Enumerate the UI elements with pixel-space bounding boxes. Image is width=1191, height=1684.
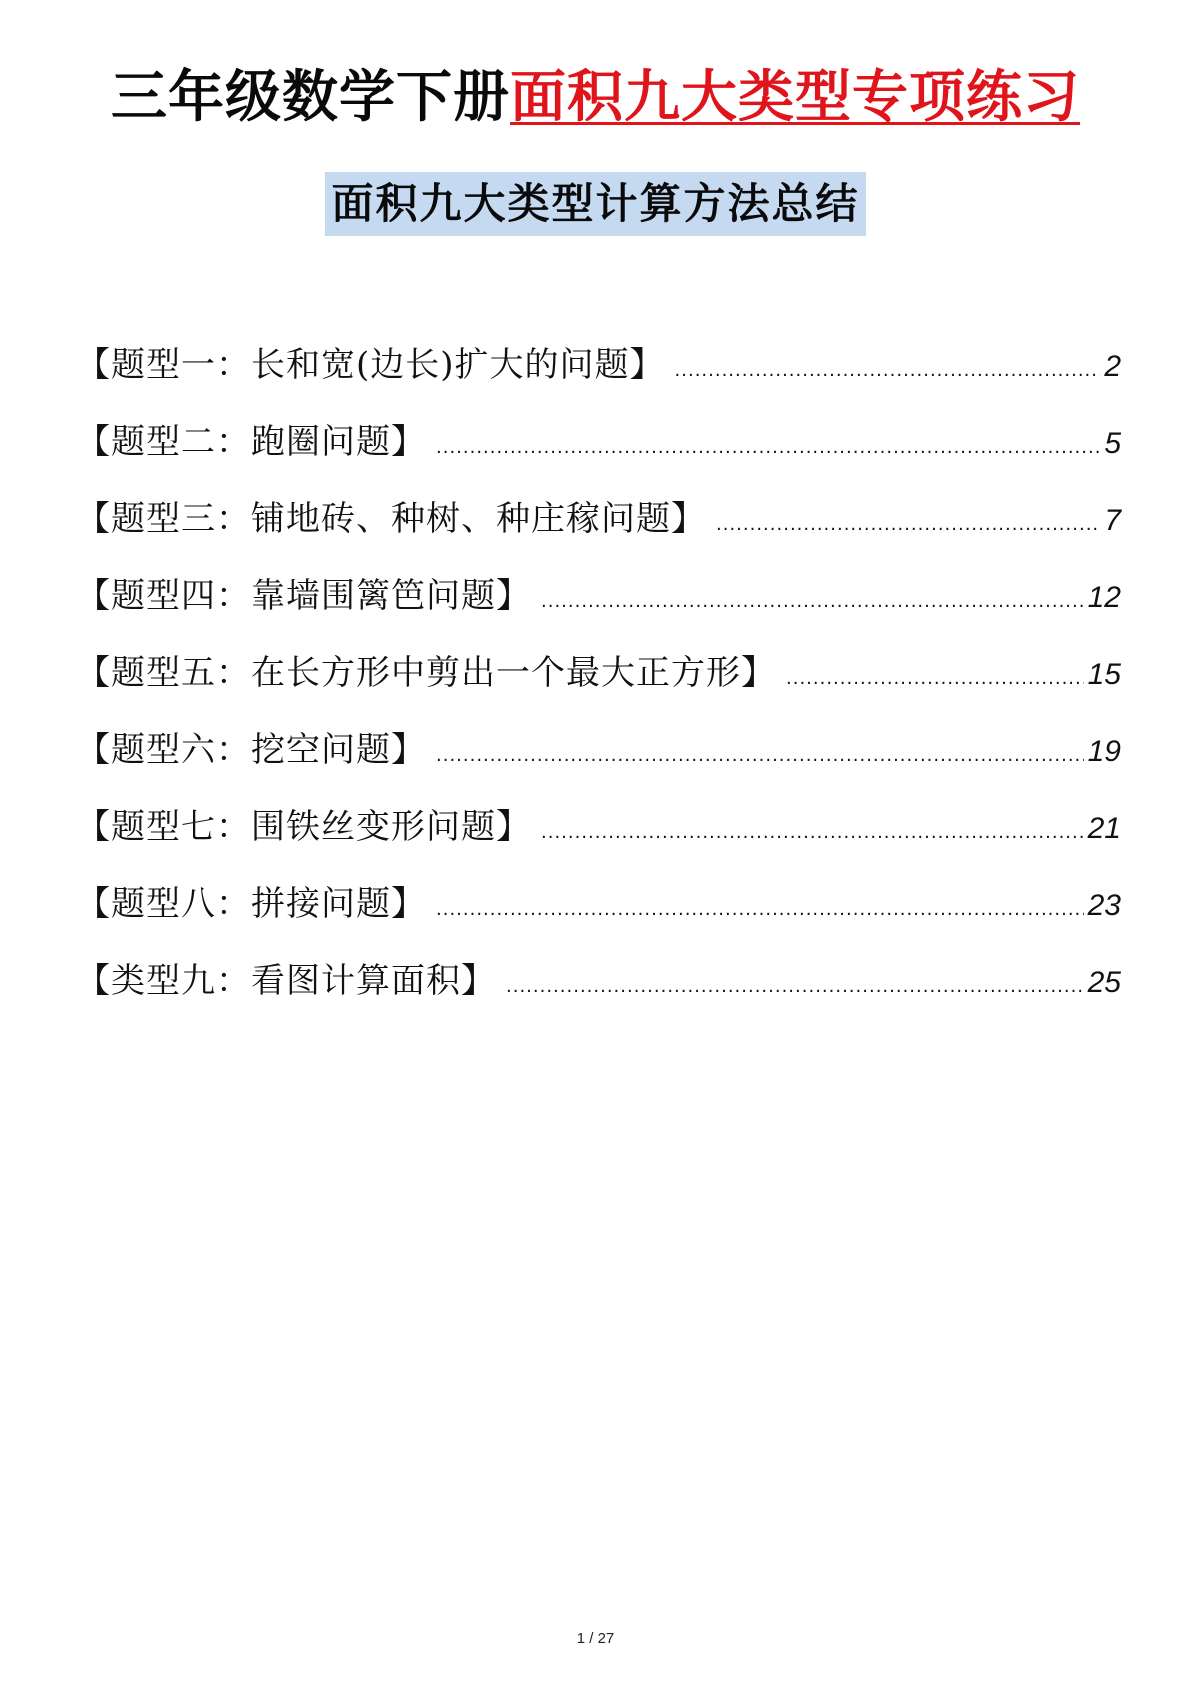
toc-leader-dots bbox=[541, 803, 1084, 863]
toc-entry-5[interactable] bbox=[76, 643, 1121, 720]
toc-entry-label: 【题型七：围铁丝变形问题】 bbox=[76, 807, 531, 847]
toc-entry-label: 【题型八：拼接问题】 bbox=[76, 884, 426, 924]
toc-entry-page: 15 bbox=[1087, 658, 1121, 691]
toc-entry-3[interactable] bbox=[76, 489, 1121, 566]
page-title bbox=[0, 62, 1191, 134]
toc-entry-1[interactable] bbox=[76, 335, 1121, 412]
toc-entry-8[interactable] bbox=[76, 874, 1121, 951]
toc-entry-label: 【题型二：跑圈问题】 bbox=[76, 422, 426, 462]
page-indicator: 1 / 27 bbox=[576, 1630, 615, 1647]
toc-entry-page: 23 bbox=[1087, 889, 1121, 922]
toc-entry-page: 7 bbox=[1104, 504, 1121, 537]
toc-entry-page: 2 bbox=[1104, 350, 1121, 383]
toc-leader-dots bbox=[541, 572, 1084, 632]
toc-entry-label: 【题型四：靠墙围篱笆问题】 bbox=[76, 576, 531, 616]
toc-entry-2[interactable] bbox=[76, 412, 1121, 489]
toc-entry-page: 5 bbox=[1104, 427, 1121, 460]
toc-entry-label: 【题型六：挖空问题】 bbox=[76, 730, 426, 770]
toc-entry-7[interactable] bbox=[76, 797, 1121, 874]
table-of-contents bbox=[76, 335, 1121, 1028]
toc-entry-label: 【题型一：长和宽(边长)扩大的问题】 bbox=[76, 345, 665, 385]
toc-entry-9[interactable] bbox=[76, 951, 1121, 1028]
subtitle-container bbox=[0, 172, 1191, 236]
title-topic-part: 面积九大类型专项练习 bbox=[510, 65, 1080, 130]
toc-entry-page: 21 bbox=[1087, 812, 1121, 845]
toc-leader-dots bbox=[436, 880, 1084, 940]
toc-leader-dots bbox=[506, 957, 1084, 1017]
toc-entry-label: 【类型九：看图计算面积】 bbox=[76, 961, 496, 1001]
toc-leader-dots bbox=[436, 726, 1084, 786]
toc-entry-label: 【题型五：在长方形中剪出一个最大正方形】 bbox=[76, 653, 776, 693]
title-grade-part: 三年级数学下册 bbox=[111, 65, 510, 130]
toc-entry-6[interactable] bbox=[76, 720, 1121, 797]
toc-leader-dots bbox=[716, 495, 1100, 555]
toc-entry-page: 19 bbox=[1087, 735, 1121, 768]
toc-entry-page: 12 bbox=[1087, 581, 1121, 614]
toc-entry-4[interactable] bbox=[76, 566, 1121, 643]
toc-leader-dots bbox=[786, 649, 1084, 709]
subtitle: 面积九大类型计算方法总结 bbox=[325, 172, 865, 236]
toc-leader-dots bbox=[436, 418, 1100, 478]
toc-entry-label: 【题型三：铺地砖、种树、种庄稼问题】 bbox=[76, 499, 706, 539]
toc-leader-dots bbox=[675, 341, 1101, 401]
toc-entry-page: 25 bbox=[1087, 966, 1121, 999]
